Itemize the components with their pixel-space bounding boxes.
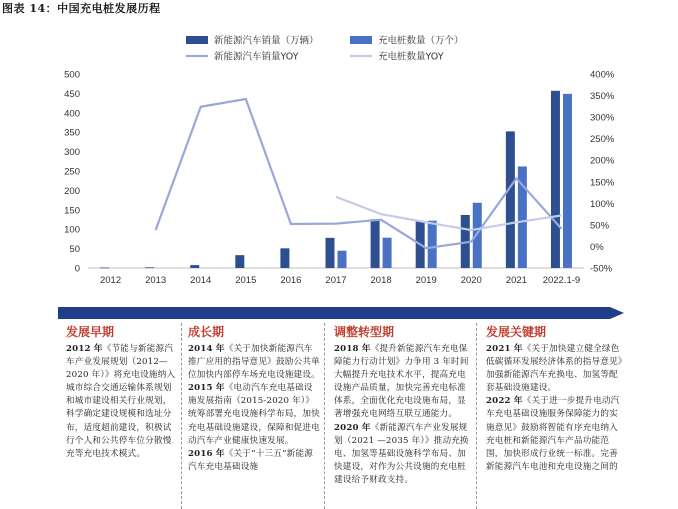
y-left-tick-label: 500 (64, 69, 80, 81)
bar (280, 248, 289, 268)
legend-label: 充电桩数量YOY (378, 51, 444, 63)
policy-text: 《新能源汽车产业发展规划（2021 —2035 年）》推动充换电、加氢等基础设施科学布局、加快建设，对作为公共设施的充电桩建设给予财政支持。 (334, 422, 469, 485)
x-tick-label: 2017 (325, 275, 347, 286)
policy-year: 2012 年 (66, 344, 103, 354)
policy-text: 《关于加快新能源汽车推广应用的指导意见》鼓励公共单位加快内部停车场充电设施建设。 (188, 344, 320, 381)
phase-column (326, 322, 474, 509)
y-left-tick-label: 100 (64, 224, 80, 236)
phase-title: 调整转型期 (334, 325, 395, 339)
y-left-tick-label: 350 (64, 127, 80, 139)
policy-text: 《关于进一步提升电动汽车充电基础设施服务保障能力的实施意见》鼓励将智能有序充电纳入充电桩和新能源汽车产品功能范围，加快形成行业统一标准。完善新能源汽车电池和充电设施之间的 (486, 396, 620, 472)
bar (145, 267, 154, 268)
x-tick-label: 2015 (235, 275, 257, 286)
x-tick-label: 2014 (190, 275, 212, 286)
bar (326, 238, 335, 268)
bar (100, 267, 109, 268)
policy-year: 2014 年 (188, 344, 225, 354)
policy-year: 2015 年 (188, 383, 225, 394)
phase-title: 发展早期 (66, 325, 115, 339)
bar (428, 221, 437, 268)
y-left-tick-label: 0 (74, 263, 80, 275)
y-right-tick-label: 250% (590, 134, 615, 146)
policy-year: 2022 年 (486, 396, 523, 407)
phase-body (188, 343, 321, 474)
bar (383, 238, 392, 268)
x-tick-label: 2022.1-9 (542, 275, 581, 286)
y-left-tick-label: 50 (69, 244, 80, 256)
policy-text: 《提升新能源汽车充电保障能力行动计划》力争用 3 年时间大幅提升充电技术水平，提高充电设施产品质量，加快完善充电标准体系，全面优化充电设施布局，显著增强充电网络互联互通能力。 (334, 344, 469, 420)
y-right-tick-label: -50% (590, 263, 613, 275)
y-left-tick-label: 150 (64, 205, 80, 217)
bar (338, 251, 347, 268)
y-left-tick-label: 200 (64, 185, 80, 197)
y-right-tick-label: 100% (590, 198, 615, 210)
y-right-tick-label: 300% (590, 112, 615, 124)
legend-swatch (350, 36, 372, 44)
y-right-tick-label: 0% (590, 241, 604, 253)
phase-body (334, 343, 470, 487)
policy-year: 2016 年 (188, 448, 225, 459)
phase-body (486, 343, 624, 474)
y-left-tick-label: 300 (64, 147, 80, 159)
timeline-arrow (58, 304, 624, 322)
x-tick-label: 2016 (280, 275, 302, 286)
legend (186, 35, 464, 63)
x-tick-label: 2019 (415, 275, 437, 286)
policy-year: 2021 年 (486, 344, 523, 354)
policy-text: 《节能与新能源汽车产业发展规划（2012—2020 年）》将充电设施纳入城市综合交通运输体系规划和城市建设相关行业规划，科学确定建设规模和选址分布，适度超前建设，积极试行个人和公共停车位分散慢充等充电技术模式。 (66, 344, 176, 459)
column-divider (324, 323, 325, 509)
phase-title: 发展关键期 (486, 325, 547, 339)
phase-column (58, 322, 180, 509)
bar (235, 255, 244, 268)
column-divider (476, 323, 477, 509)
y-right-tick-label: 150% (590, 177, 615, 189)
legend-swatch (186, 36, 208, 44)
y-left-tick-label: 450 (64, 88, 80, 100)
x-tick-label: 2013 (145, 275, 167, 286)
x-tick-label: 2018 (370, 275, 392, 286)
phase-body (66, 343, 176, 461)
y-right-tick-label: 50% (590, 220, 610, 232)
y-left-tick-label: 250 (64, 166, 80, 178)
x-tick-label: 2012 (99, 275, 122, 286)
policy-text: 《关于加快建立健全绿色低碳循环发展经济体系的指导意见》加强新能源汽车充换电、加氢等配套基础设施建设。 (486, 344, 623, 394)
legend-label: 新能源汽车销量YOY (214, 51, 299, 63)
legend-label: 充电桩数量（万个） (378, 35, 464, 47)
y-right-tick-label: 400% (590, 69, 615, 81)
bar (563, 94, 572, 268)
figure-title: 图表 14：中国充电桩发展历程 (2, 2, 161, 15)
series-line (336, 197, 561, 230)
y-left-tick-label: 400 (64, 108, 80, 120)
bar (371, 219, 380, 268)
policy-text: 《关于“十三五”新能源汽车充电基础设施 (188, 448, 314, 472)
policy-year: 2020 年 (334, 422, 371, 433)
phase-title: 成长期 (188, 325, 225, 339)
x-tick-label: 2020 (460, 275, 482, 286)
policy-year: 2018 年 (334, 344, 371, 354)
legend-label: 新能源汽车销量（万辆） (214, 35, 319, 47)
y-right-tick-label: 200% (590, 155, 615, 167)
y-right-tick-label: 350% (590, 91, 615, 103)
bar (506, 131, 515, 268)
bar (473, 203, 482, 268)
policy-text: 《电动汽车充电基础设施发展指南（2015-2020 年）》统筹部署充电设施科学布局，加快充电基础设施建设，保障和促进电动汽车产业健康快速发展。 (188, 383, 320, 446)
bar (190, 265, 199, 268)
phase-column (478, 322, 628, 509)
x-tick-label: 2021 (505, 275, 527, 286)
phase-column (180, 322, 325, 509)
bar (551, 91, 560, 268)
